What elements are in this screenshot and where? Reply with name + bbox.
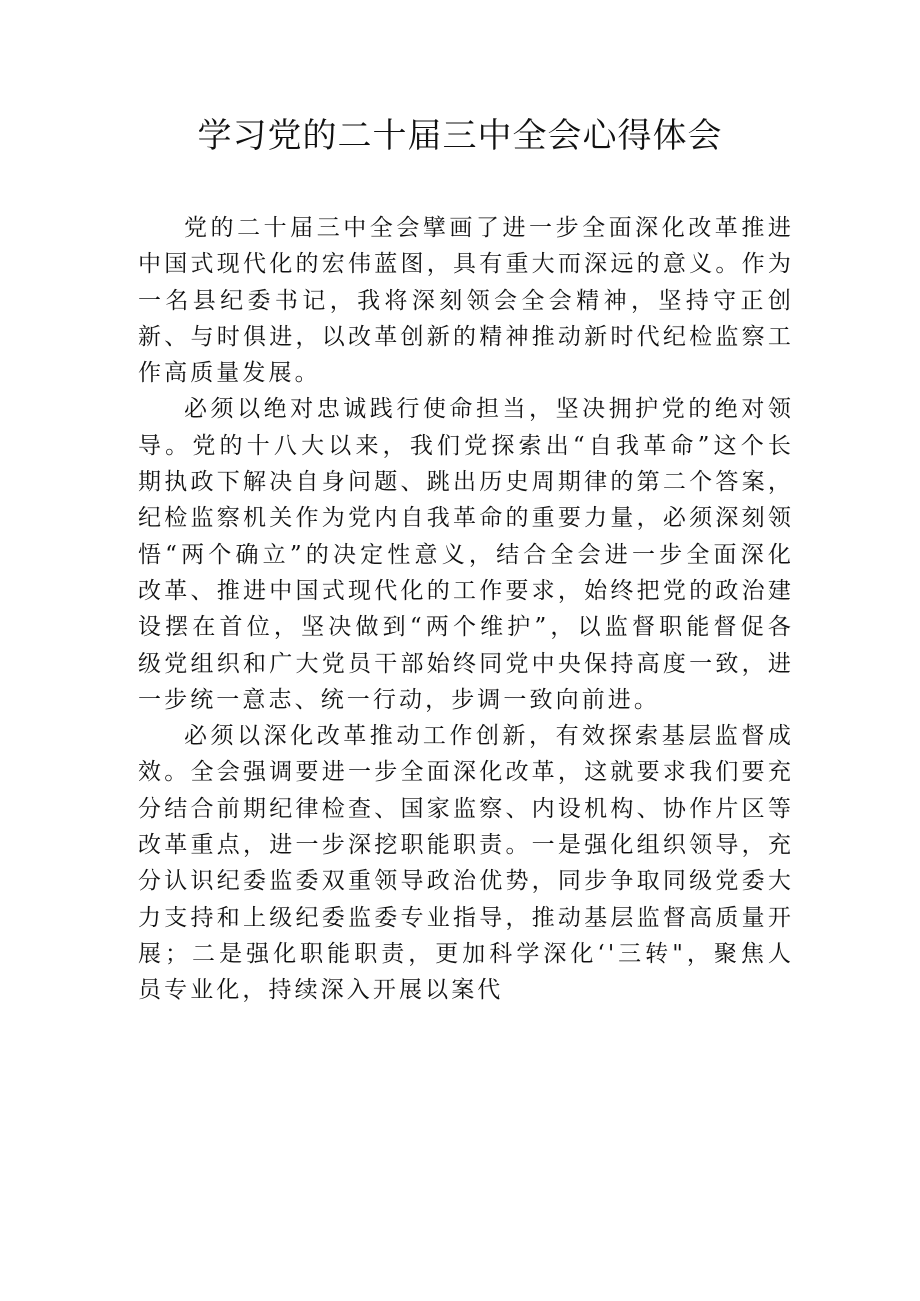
document-title: 学习党的二十届三中全会心得体会 bbox=[197, 116, 723, 156]
paragraph-intro: 党的二十届三中全会擘画了进一步全面深化改革推进中国式现代化的宏伟蓝图，具有重大而深远的意义。作为一名县纪委书记，我将深刻领会全会精神，坚持守正创新、与时俱进，以改革创新的精神推动新时代纪检监察工作高质量发展。 bbox=[138, 215, 794, 387]
paragraph-loyalty: 必须以绝对忠诚践行使命担当，坚决拥护党的绝对领导。党的十八大以来，我们党探索出“自我革命”这个长期执政下解决自身问题、跳出历史周期律的第二个答案，纪检监察机关作为党内自我革命的重要力量，必须深刻领悟“两个确立”的决定性意义，结合全会进一步全面深化改革、推进中国式现代化的工作要求，始终把党的政治建设摆在首位，坚决做到“两个维护”，以监督职能督促各级党组织和广大党员干部始终同党中央保持高度一致，进一步统一意志、统一行动，步调一致向前进。 bbox=[138, 396, 794, 713]
document-body bbox=[138, 210, 794, 1009]
paragraph-reform: 必须以深化改革推动工作创新，有效探索基层监督成效。全会强调要进一步全面深化改革，这就要求我们要充分结合前期纪律检查、国家监察、内设机构、协作片区等改革重点，进一步深挖职能职责。一是强化组织领导，充分认识纪委监委双重领导政治优势，同步争取同级党委大力支持和上级纪委监委专业指导，推动基层监督高质量开展；二是强化职能职责，更加科学深化‘'三转"，聚焦人员专业化，持续深入开展以案代 bbox=[138, 723, 794, 1004]
